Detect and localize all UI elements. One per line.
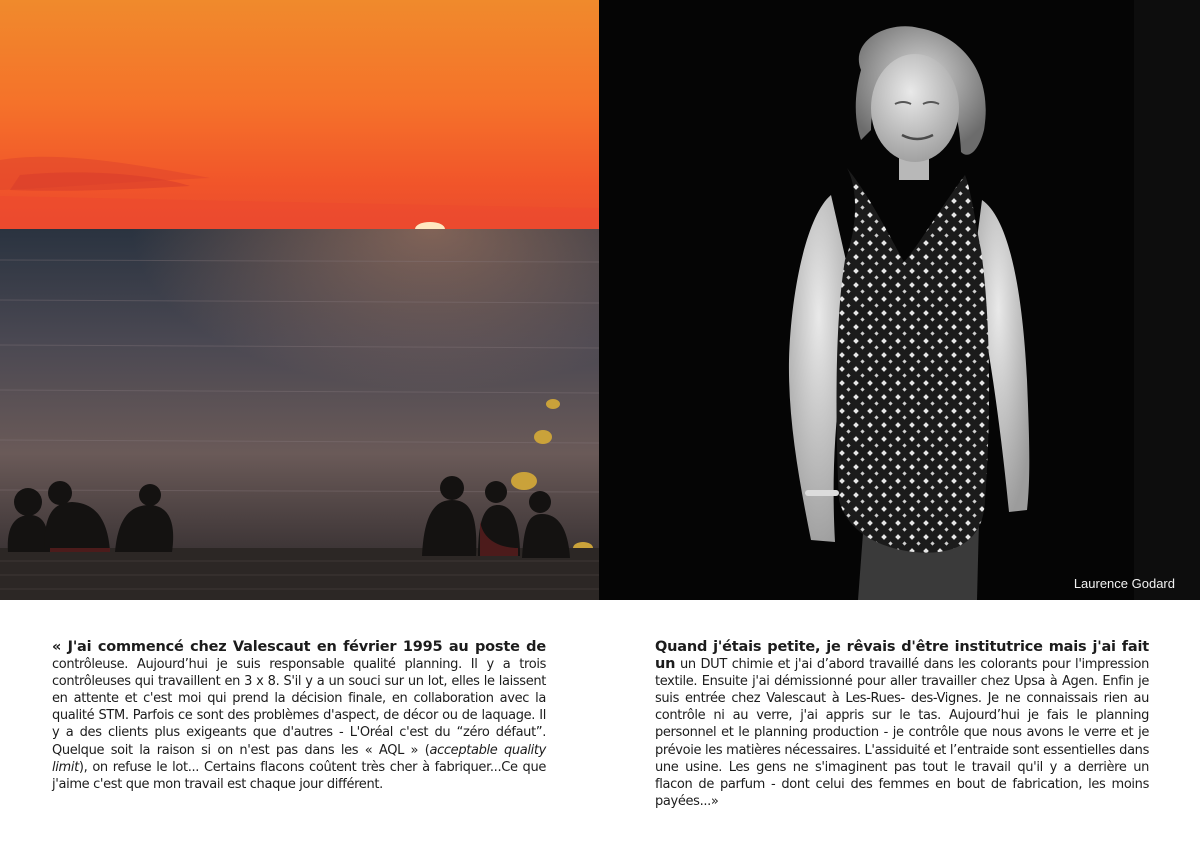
photo-credit: Laurence Godard bbox=[1073, 576, 1175, 591]
right-quote bbox=[655, 639, 1149, 810]
left-quote bbox=[52, 639, 546, 793]
right-quote-body: un DUT chimie et j'ai d’abord travaillé dans les colorants pour l'impression textile. Ensuite j'ai démissionné pour aller travailler chez Upsa à Agen. Enfin je suis entrée chez Valescaut à Les-Rues- des-Vignes. Je ne connaissais rien au contrôle ni au verre, j'ai appris sur le tas. Aujourd’hui je fais le planning personnel et le planning production - je contrôle que nous avons le verre et je prévoie les matières nécessaires. L'assiduité et l’entraide sont essentielles dans une usine. Les gens ne s'imaginent pas tout le travail qu'il y a derrière un flacon de parfum - dont celui des femmes en bout de fabrication, les moins payées...» bbox=[655, 657, 1149, 809]
left-quote-lead: « J'ai commencé chez Valescaut en février 1995 au poste de bbox=[52, 639, 546, 655]
portrait-illustration bbox=[599, 0, 1200, 600]
right-quote-lead: Quand j'étais petite, je rêvais d'être institutrice mais j'ai fait un bbox=[655, 639, 1149, 673]
left-quote-body-italic: acceptable quality limit bbox=[52, 742, 546, 775]
left-quote-body-1: contrôleuse. Aujourd’hui je suis responsable qualité planning. Il y a trois contrôleuses qui travaillent en 3 x 8. S'il y a un souci sur un lot, elles le laissent en attente et c'est moi qui prend la décision finale, en collaboration avec la qualité STM. Parfois ce sont des problèmes d'aspect, de décor ou de laquage. Il y a des clients plus exigeants que d'autres - L'Oréal c'est du “zéro défaut”. Quelque soit la raison si on n'est pas dans les « AQL » ( bbox=[52, 657, 546, 758]
sunset-photo bbox=[0, 0, 599, 600]
left-quote-body-2: ), on refuse le lot... Certains flacons coûtent très cher à fabriquer...Ce que j'aime c'est que mon travail est chaque jour différent. bbox=[52, 759, 546, 792]
portrait-photo bbox=[599, 0, 1200, 600]
sunset-illustration bbox=[0, 0, 599, 600]
